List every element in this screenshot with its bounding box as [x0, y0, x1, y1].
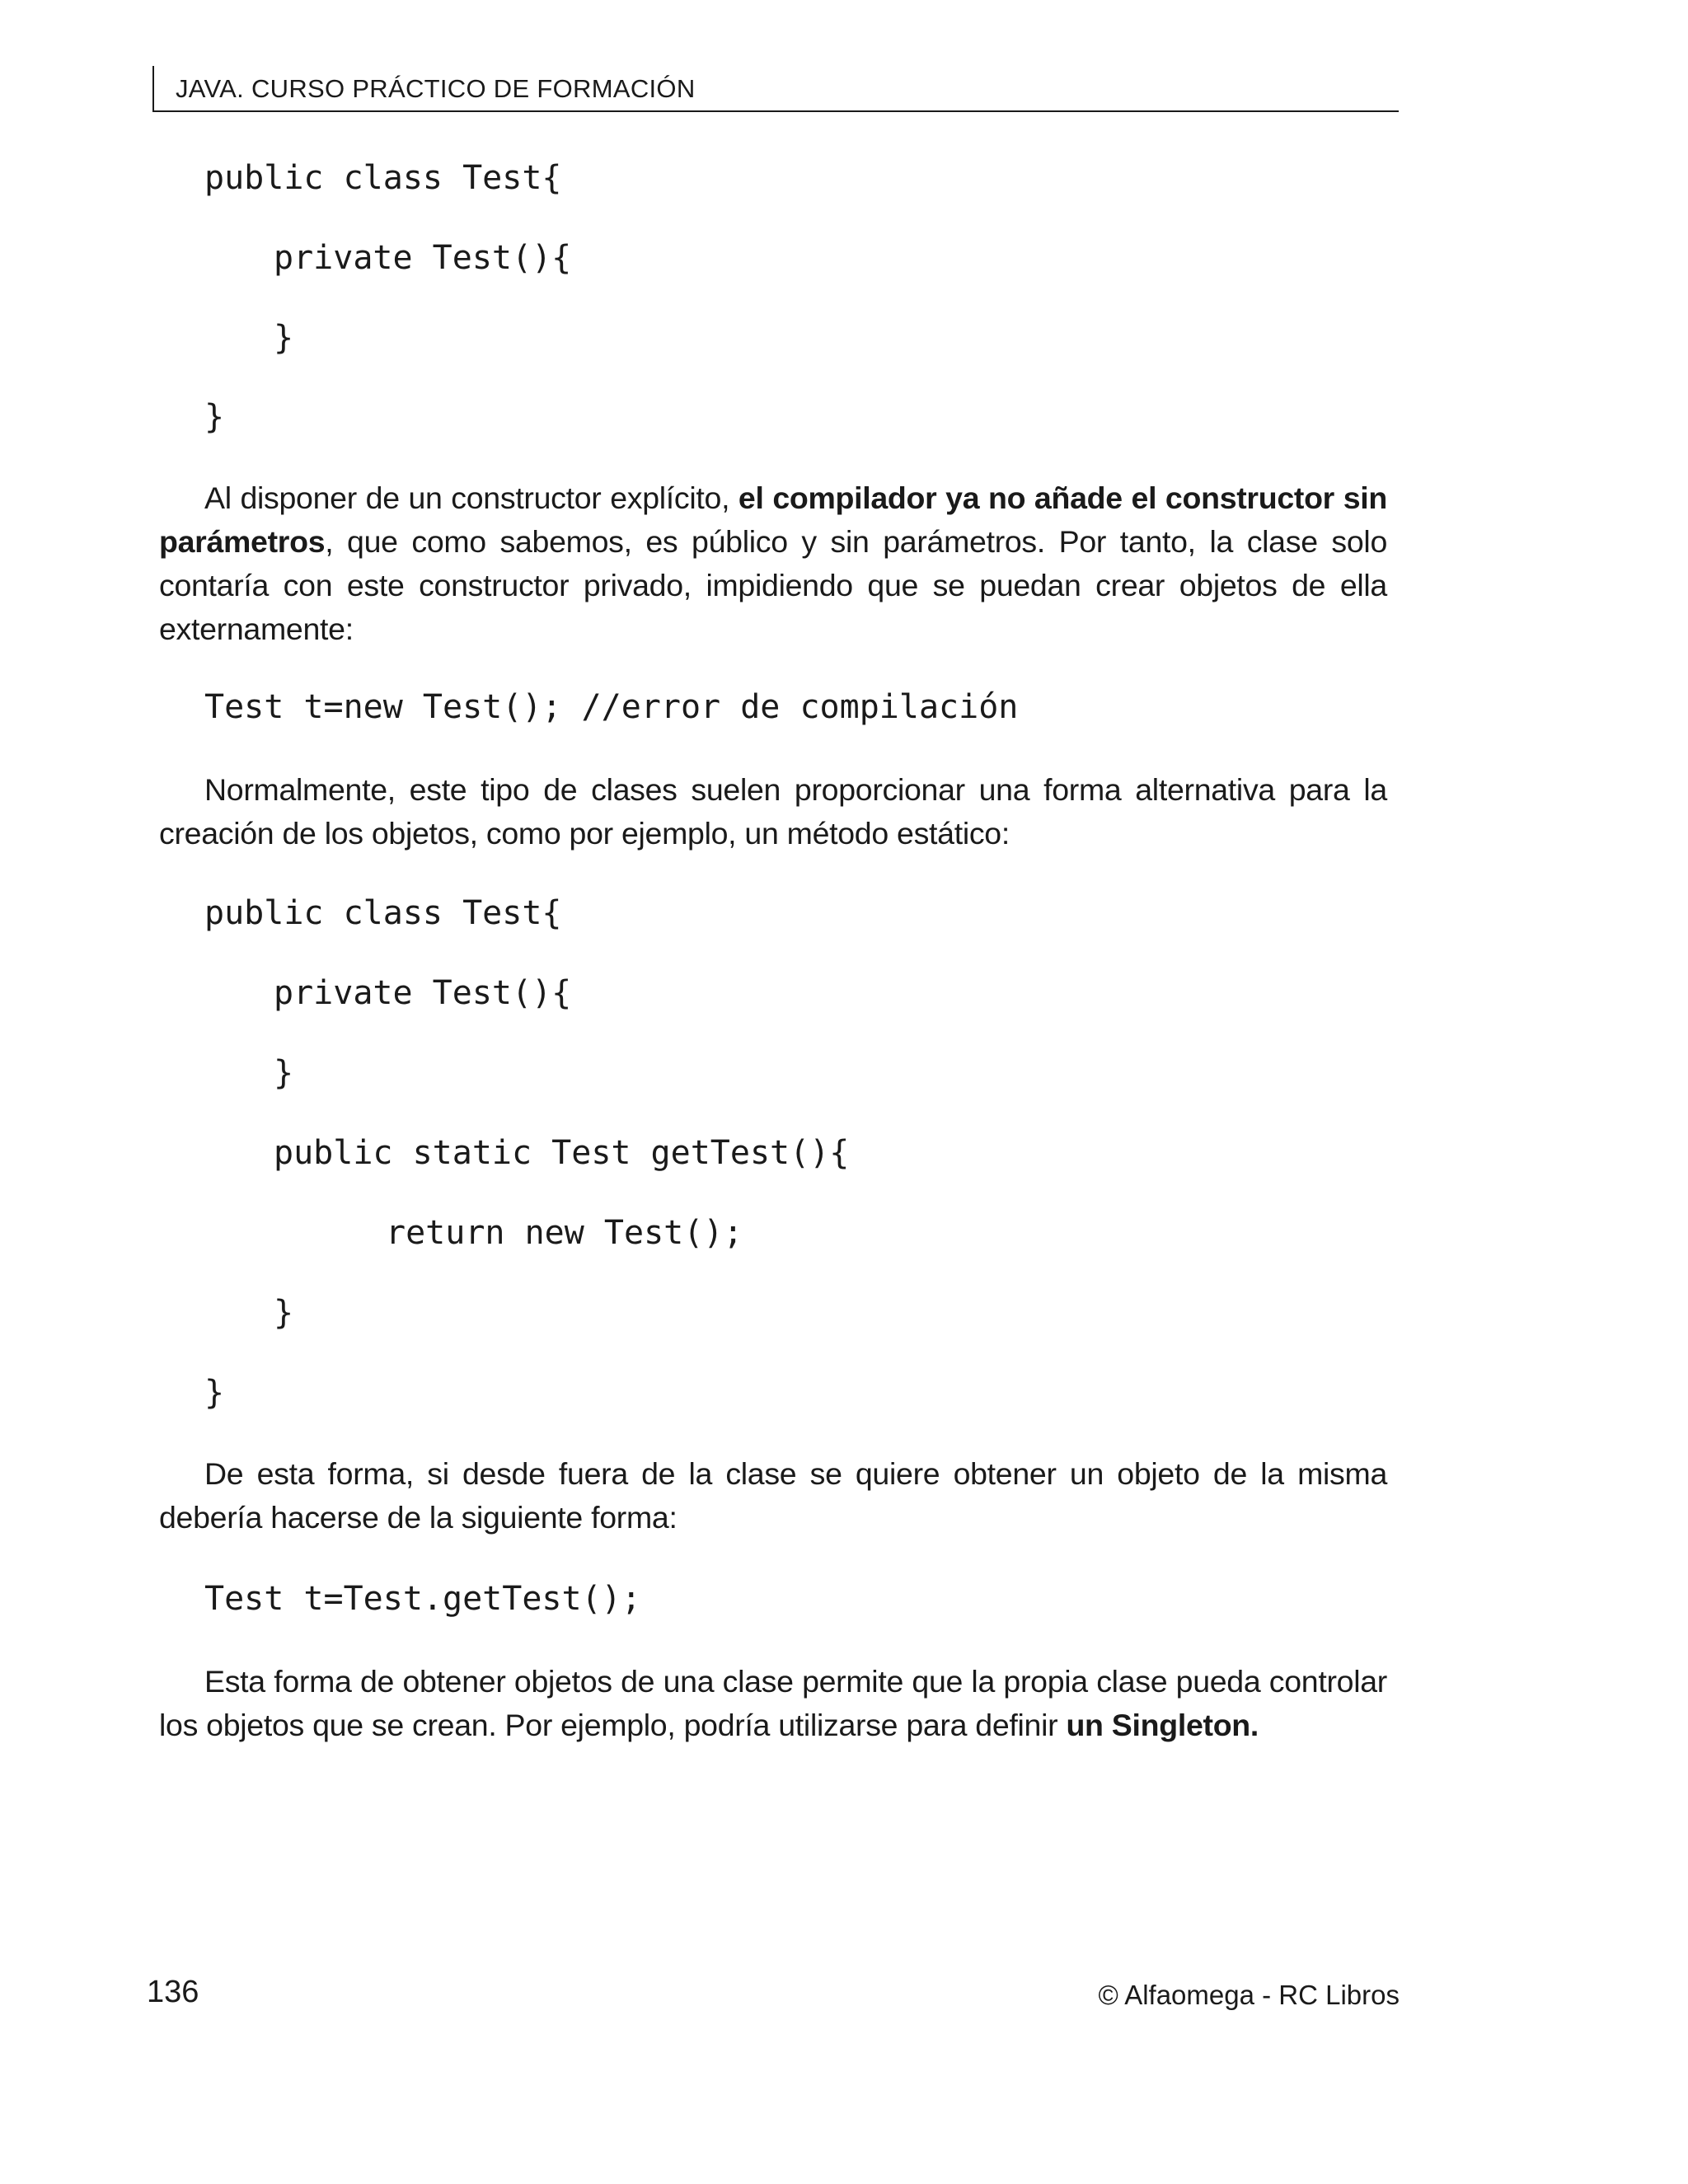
running-header [152, 66, 1399, 112]
code-line: public class Test{ [204, 894, 562, 932]
paragraph-text: Normalmente, este tipo de clases suelen proporcionar una forma alternativa para la creación de los objetos, como por ejemplo, un método estático: [159, 772, 1387, 851]
paragraph-text: , que como sabemos, es público y sin parámetros. Por tanto, la clase solo contaría con este constructor privado, impidiendo que se puedan crear objetos de ella externamente: [159, 524, 1387, 646]
code-line: Test t=Test.getTest(); [204, 1580, 641, 1618]
code-line: private Test(){ [274, 974, 572, 1012]
code-line: } [274, 319, 294, 357]
code-line: } [274, 1294, 294, 1332]
body-paragraph [159, 1660, 1387, 1747]
running-title: JAVA. CURSO PRÁCTICO DE FORMACIÓN [176, 74, 696, 103]
publisher-credit: © Alfaomega - RC Libros [1098, 1980, 1400, 2010]
paragraph-text: Esta forma de obtener objetos de una clase permite que la propia clase pueda controlar los objetos que se crean. Por ejemplo, podría utilizarse para definir [159, 1664, 1387, 1742]
code-line: public static Test getTest(){ [274, 1134, 850, 1172]
code-line: return new Test(); [386, 1214, 743, 1252]
code-line: } [274, 1054, 294, 1092]
body-paragraph [159, 476, 1387, 651]
paragraph-bold-text: un Singleton. [1066, 1708, 1259, 1742]
code-line: public class Test{ [204, 159, 562, 197]
page-number: 136 [147, 1975, 199, 2009]
paragraph-text: De esta forma, si desde fuera de la clase se quiere obtener un objeto de la misma debería hacerse de la siguiente forma: [159, 1456, 1387, 1535]
code-line: } [204, 1374, 225, 1412]
code-line: Test t=new Test(); //error de compilación [204, 688, 1019, 726]
paragraph-bold-text: el compilador ya no añade el constructor sin parámetros [159, 480, 1387, 559]
code-line: private Test(){ [274, 239, 572, 277]
body-paragraph [159, 768, 1387, 855]
code-line: } [204, 398, 225, 436]
body-paragraph [159, 1452, 1387, 1540]
paragraph-text: Al disponer de un constructor explícito, [204, 480, 738, 515]
